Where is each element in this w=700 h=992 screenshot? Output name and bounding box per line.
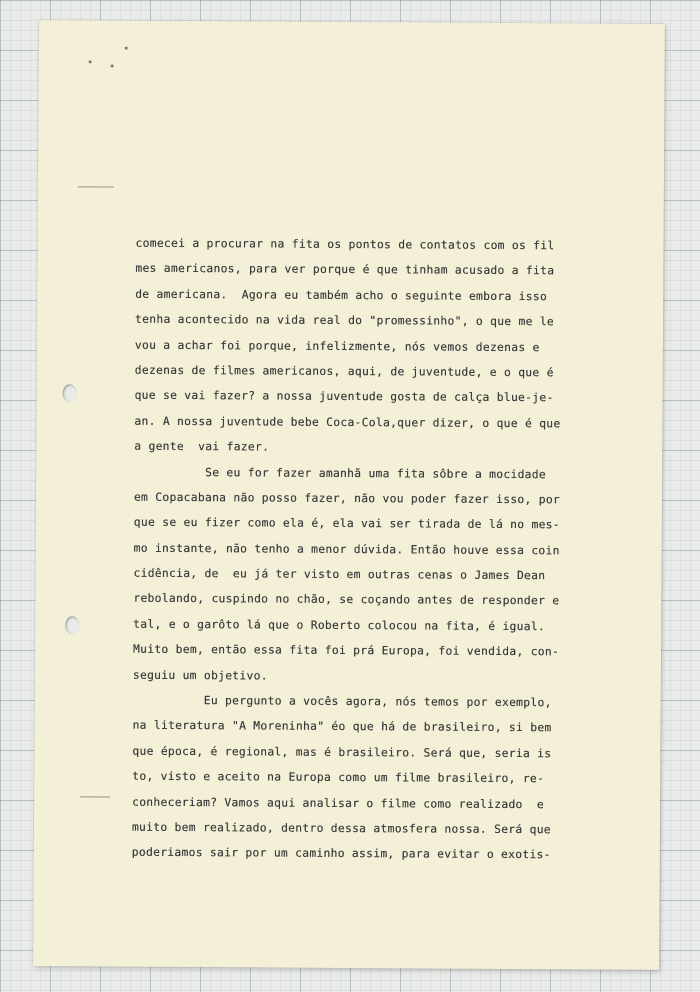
paper-speck [125, 47, 128, 50]
text-line: dezenas de filmes americanos, aqui, de juventude, e o que é [134, 363, 554, 380]
body-text [132, 231, 616, 869]
text-line: tenha acontecido na vida real do "promessinho", o que me le [135, 312, 555, 329]
text-line: Eu pergunto a vocês agora, nós temos por exemplo, [132, 693, 552, 710]
text-line: conheceriam? Vamos aqui analisar o filme como realizado e [132, 795, 545, 811]
text-line: Muito bem, então essa fita foi prá Europa, foi vendida, con- [133, 642, 560, 659]
margin-fold-mark [80, 796, 110, 797]
text-line: que se eu fizer como ela é, ela vai ser tirada de lá no mes- [133, 515, 560, 532]
margin-fold-mark [78, 186, 114, 187]
text-line: cidência, de eu já ter visto em outras cenas o James Dean [133, 566, 546, 583]
text-line: vou a achar foi porque, infelizmente, nós vemos dezenas e [134, 338, 540, 354]
paper-speck [111, 65, 114, 68]
text-line: que época, é regional, mas é brasileiro. Será que, seria is [132, 744, 552, 761]
text-line: na literatura "A Moreninha" éo que há de brasileiro, si bem [132, 719, 552, 735]
text-line: seguiu um objetivo. [132, 668, 268, 683]
text-line: em Copacabana não posso fazer, não vou poder fazer isso, por [133, 490, 561, 507]
text-line: an. A nossa juventude bebe Coca-Cola,quer dizer, o que é que [134, 414, 561, 431]
punch-hole [65, 616, 79, 634]
text-line: Se eu for fazer amanhã uma fita sôbre a mocidade [134, 465, 547, 481]
text-line: mo instante, não tenho a menor dúvida. Então houve essa coin [133, 541, 560, 557]
text-line: poderiamos sair por um caminho assim, para evitar o exotis- [131, 846, 551, 862]
text-line: to, visto e aceito na Europa como um filme brasileiro, re- [132, 769, 545, 786]
typewritten-page [33, 20, 665, 970]
text-line: tal, e o garôto lá que o Roberto colocou na fita, é igual. [133, 617, 546, 634]
text-line: que se vai fazer? a nossa juventude gosta de calça blue-je- [134, 389, 554, 405]
text-line: a gente vai fazer. [134, 439, 270, 454]
text-line: mes americanos, para ver porque é que tinham acusado a fita [135, 262, 555, 278]
text-line: de americana. Agora eu também acho o seguinte embora isso [135, 287, 548, 303]
punch-hole [63, 384, 77, 402]
text-line: rebolando, cuspindo no chão, se coçando antes de responder e [133, 592, 560, 608]
text-line: comecei a procurar na fita os pontos de contatos com os fil [135, 236, 555, 253]
text-line: muito bem realizado, dentro dessa atmosfera nossa. Será que [131, 820, 551, 837]
paper-speck [89, 60, 92, 63]
